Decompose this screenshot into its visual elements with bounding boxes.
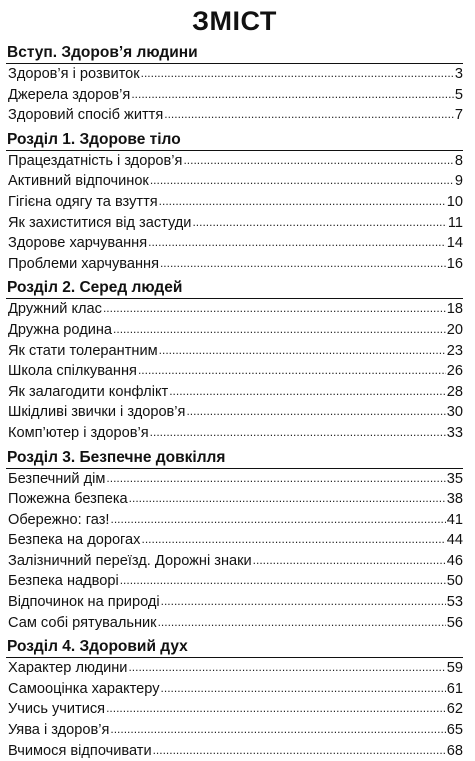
toc-entry[interactable] — [6, 489, 463, 510]
entry-title: Безпека на дорогах — [8, 532, 141, 549]
page-number: 14 — [446, 235, 463, 252]
page-number: 8 — [454, 152, 463, 169]
entry-title: Пожежна безпека — [8, 491, 128, 508]
toc-entry[interactable] — [6, 510, 463, 531]
toc-entry[interactable] — [6, 741, 463, 761]
dot-leader — [110, 509, 445, 530]
dot-leader — [148, 232, 446, 253]
entry-title: Здоровий спосіб життя — [8, 107, 164, 124]
toc-section — [6, 447, 463, 637]
toc-entry[interactable] — [6, 382, 463, 403]
entry-title: Безпека надворі — [8, 573, 119, 590]
section-heading: Розділ 4. Здоровий дух — [7, 638, 188, 656]
page-number: 50 — [446, 573, 463, 590]
entry-title: Дружна родина — [8, 321, 113, 338]
entry-title: Безпечний дім — [8, 470, 106, 487]
entry-title: Шкідливі звички і здоров’я — [8, 404, 186, 421]
toc-section — [6, 636, 463, 761]
dot-leader — [153, 740, 446, 761]
entry-title: Працездатність і здоров’я — [8, 152, 183, 169]
toc-entry[interactable] — [6, 233, 463, 254]
page-number: 68 — [446, 742, 463, 759]
toc-entry[interactable] — [6, 213, 463, 234]
page-number: 65 — [446, 722, 463, 739]
dot-leader — [131, 84, 454, 105]
page-number: 30 — [446, 404, 463, 421]
page-number: 56 — [446, 614, 463, 631]
section-entries — [6, 298, 463, 443]
page-number: 41 — [446, 511, 463, 528]
dot-leader — [164, 104, 454, 125]
toc-entry[interactable] — [6, 592, 463, 613]
dot-leader — [161, 591, 446, 612]
dot-leader — [110, 719, 445, 740]
dot-leader — [161, 678, 446, 699]
toc-entry[interactable] — [6, 402, 463, 423]
dot-leader — [150, 170, 454, 191]
toc-entry[interactable] — [6, 679, 463, 700]
page-number: 44 — [446, 532, 463, 549]
entry-title: Уява і здоров’я — [8, 722, 110, 739]
dot-leader — [183, 150, 453, 171]
dot-leader — [186, 401, 445, 422]
dot-leader — [103, 298, 446, 319]
section-entries — [6, 63, 463, 126]
page-number: 5 — [454, 86, 463, 103]
page-number: 38 — [446, 491, 463, 508]
dot-leader — [150, 422, 446, 443]
page-number: 16 — [446, 255, 463, 272]
page-number: 10 — [446, 193, 463, 210]
toc-entry[interactable] — [6, 423, 463, 444]
toc-entry[interactable] — [6, 85, 463, 106]
page-number: 33 — [446, 424, 463, 441]
page-number: 26 — [446, 363, 463, 380]
page-number: 59 — [446, 660, 463, 677]
toc-entry[interactable] — [6, 469, 463, 490]
dot-leader — [106, 468, 445, 489]
dot-leader — [128, 657, 445, 678]
toc-entry[interactable] — [6, 299, 463, 320]
entry-title: Як стати толерантним — [8, 342, 158, 359]
entry-title: Дружний клас — [8, 301, 102, 318]
page-number: 20 — [446, 321, 463, 338]
entry-title: Самооцінка характеру — [8, 680, 160, 697]
section-entries — [6, 468, 463, 634]
page-number: 28 — [446, 383, 463, 400]
toc-section — [6, 42, 463, 129]
page-number: 53 — [446, 594, 463, 611]
toc-entry[interactable] — [6, 551, 463, 572]
dot-leader — [158, 612, 446, 633]
page-number: 46 — [446, 552, 463, 569]
toc-entry[interactable] — [6, 105, 463, 126]
toc-entry[interactable] — [6, 64, 463, 85]
dot-leader — [192, 212, 446, 233]
dot-leader — [113, 319, 446, 340]
dot-leader — [169, 381, 446, 402]
toc-entry[interactable] — [6, 254, 463, 275]
dot-leader — [159, 340, 446, 361]
toc-entry[interactable] — [6, 192, 463, 213]
section-heading: Розділ 1. Здорове тіло — [7, 130, 181, 148]
entry-title: Сам собі рятувальник — [8, 614, 157, 631]
page-number: 3 — [454, 66, 463, 82]
entry-title: Гігієна одягу та взуття — [8, 193, 158, 210]
dot-leader — [129, 488, 446, 509]
page-number: 18 — [446, 301, 463, 318]
section-heading: Розділ 2. Серед людей — [7, 279, 183, 297]
toc-entry[interactable] — [6, 361, 463, 382]
entry-title: Активний відпочинок — [8, 173, 149, 190]
dot-leader — [141, 63, 454, 84]
toc-entry[interactable] — [6, 151, 463, 172]
toc-entry[interactable] — [6, 720, 463, 741]
entry-title: Школа спілкування — [8, 363, 137, 380]
entry-title: Характер людини — [8, 660, 128, 677]
entry-title: Як залагодити конфлікт — [8, 383, 169, 400]
page-number: 7 — [454, 107, 463, 124]
toc-section — [6, 129, 463, 278]
page-number: 35 — [446, 470, 463, 487]
page-title: ЗМІСТ — [192, 6, 277, 36]
section-entries — [6, 150, 463, 275]
page-number: 62 — [446, 701, 463, 718]
dot-leader — [120, 570, 446, 591]
entry-title: Джерела здоров’я — [8, 86, 131, 103]
toc-entry[interactable] — [6, 341, 463, 362]
dot-leader — [159, 191, 446, 212]
entry-title: Здоров’я і розвиток — [8, 66, 140, 82]
dot-leader — [141, 529, 445, 550]
toc-entry[interactable] — [6, 613, 463, 634]
entry-title: Учись учитися — [8, 701, 106, 718]
toc-entry[interactable] — [6, 530, 463, 551]
entry-title: Обережно: газ! — [8, 511, 110, 528]
page-number: 11 — [447, 214, 463, 231]
toc-entry[interactable] — [6, 171, 463, 192]
entry-title: Як захиститися від застуди — [8, 214, 192, 231]
toc-entry[interactable] — [6, 658, 463, 679]
page-number: 61 — [446, 680, 463, 697]
toc-entry[interactable] — [6, 320, 463, 341]
section-heading: Розділ 3. Безпечне довкілля — [7, 448, 226, 466]
entry-title: Залізничний переїзд. Дорожні знаки — [8, 552, 252, 569]
dot-leader — [138, 360, 446, 381]
entry-title: Проблеми харчування — [8, 255, 159, 272]
dot-leader — [106, 698, 446, 719]
dot-leader — [160, 253, 446, 274]
entry-title: Здорове харчування — [8, 235, 148, 252]
section-heading: Вступ. Здоров’я людини — [7, 44, 198, 61]
dot-leader — [253, 550, 446, 571]
page-number: 9 — [454, 173, 463, 190]
toc-section — [6, 277, 463, 446]
page-number: 23 — [446, 342, 463, 359]
entry-title: Вчимося відпочивати — [8, 742, 152, 759]
entry-title: Відпочинок на природі — [8, 594, 160, 611]
toc-entry[interactable] — [6, 699, 463, 720]
section-entries — [6, 657, 463, 761]
table-of-contents — [6, 42, 463, 761]
toc-entry[interactable] — [6, 571, 463, 592]
entry-title: Комп’ютер і здоров’я — [8, 424, 149, 441]
